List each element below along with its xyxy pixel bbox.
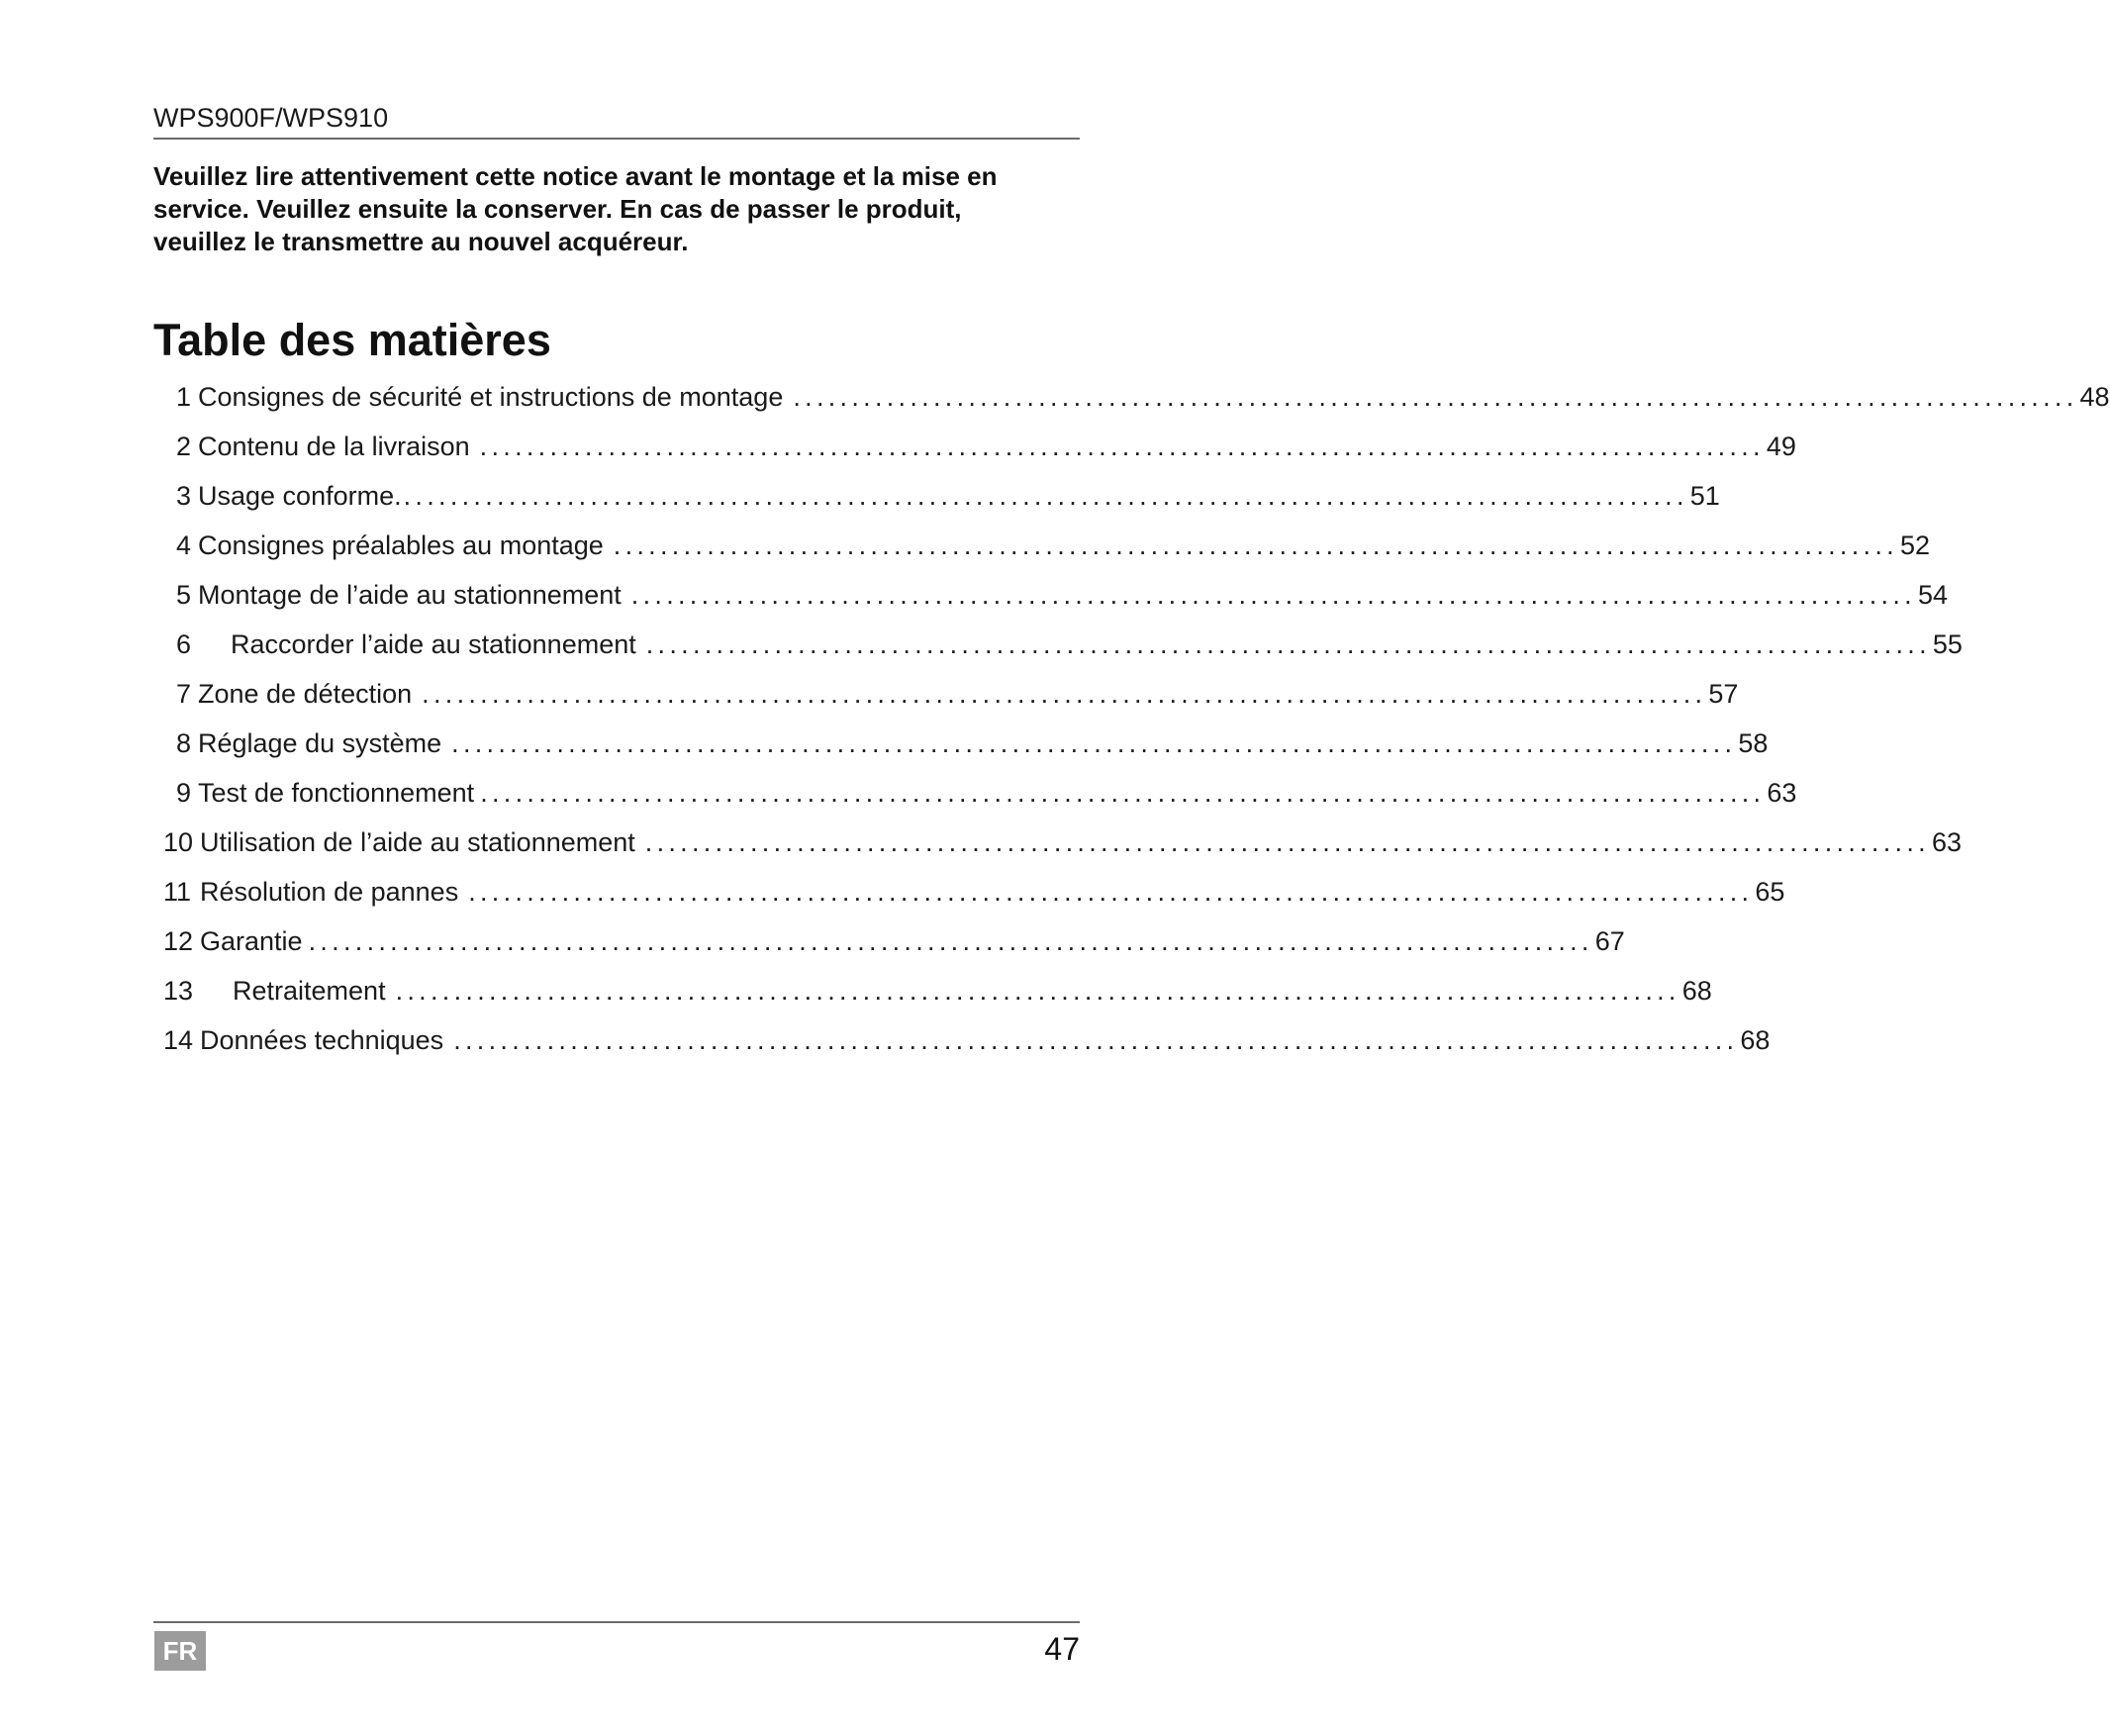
toc-leader-dots: .............................................................................................................. — [793, 382, 2078, 412]
toc-entry-page: 51 — [1689, 481, 1720, 511]
page-number: 47 — [1044, 1631, 1080, 1667]
toc-entry-page: 57 — [1708, 679, 1739, 709]
toc-entry-label: Raccorder l’aide au stationnement — [231, 629, 636, 659]
toc-entry-number: 11 — [163, 877, 192, 907]
toc-leader-dots: .............................................................................................................. — [403, 481, 1688, 511]
toc-entry[interactable] — [163, 923, 1625, 959]
toc-entry[interactable] — [176, 379, 2110, 415]
toc-leader-dots: .............................................................................................................. — [422, 679, 1707, 709]
toc-entry-label: Test de fonctionnement — [198, 778, 475, 808]
toc-entry-page: 63 — [1931, 827, 1962, 857]
toc-entry-label: Consignes préalables au montage — [198, 530, 604, 560]
toc-entry-number: 10 — [163, 827, 194, 857]
toc-entry-label: Données techniques — [200, 1025, 444, 1055]
toc-entry-number: 12 — [163, 926, 194, 956]
toc-entry[interactable] — [176, 429, 1796, 464]
toc-leader-dots: .............................................................................................................. — [644, 827, 1930, 857]
toc-leader-dots: .............................................................................................................. — [468, 877, 1754, 907]
toc-entry-number: 8 — [176, 728, 192, 758]
notice-line: Veuillez lire attentivement cette notice avant le montage et la mise en — [153, 161, 998, 191]
toc-entry-label: Consignes de sécurité et instructions de montage — [198, 382, 784, 412]
notice-line: service. Veuillez ensuite la conserver. En cas de passer le produit, — [153, 194, 962, 224]
toc-title: Table des matières — [153, 315, 551, 365]
toc-leader-dots: .............................................................................................................. — [645, 629, 1931, 659]
toc-leader-dots: .............................................................................................................. — [308, 926, 1593, 956]
language-badge: FR — [154, 1631, 206, 1671]
footer-divider — [153, 1621, 1080, 1623]
toc-entry-label: Réglage du système — [198, 728, 442, 758]
toc-entry-label: Résolution de pannes — [200, 877, 459, 907]
toc-entry-number: 4 — [176, 530, 192, 560]
toc-entry-number: 1 — [176, 382, 192, 412]
toc-entry-label: Montage de l’aide au stationnement — [198, 580, 622, 610]
toc-entry[interactable] — [176, 676, 1739, 712]
toc-entry-page: 48 — [2079, 382, 2110, 412]
toc-leader-dots: .............................................................................................................. — [480, 778, 1766, 808]
toc-entry-number: 6 — [176, 629, 192, 659]
toc-entry-label: Contenu de la livraison — [198, 432, 470, 461]
toc-entry-label: Garantie — [200, 926, 303, 956]
toc-entry-page: 68 — [1740, 1025, 1771, 1055]
toc-entry-page: 63 — [1767, 778, 1797, 808]
toc-leader-dots: .............................................................................................................. — [613, 530, 1898, 560]
toc-entry-page: 54 — [1917, 580, 1949, 610]
toc-entry[interactable] — [176, 725, 1769, 761]
toc-leader-dots: .............................................................................................................. — [630, 580, 1916, 610]
toc-entry-page: 58 — [1738, 728, 1769, 758]
toc-entry[interactable] — [163, 874, 1785, 910]
toc-entry[interactable] — [176, 775, 1797, 811]
toc-entry-page: 52 — [1899, 530, 1930, 560]
toc-entry[interactable] — [176, 478, 1720, 514]
toc-entry[interactable] — [176, 528, 1930, 563]
toc-entry[interactable] — [176, 627, 1963, 662]
toc-entry-number: 5 — [176, 580, 192, 610]
toc-entry-label: Utilisation de l’aide au stationnement — [200, 827, 635, 857]
toc-leader-dots: .............................................................................................................. — [453, 1025, 1739, 1055]
toc-entry-number: 2 — [176, 432, 192, 461]
toc-entry-label: Retraitement — [233, 976, 386, 1006]
toc-leader-dots: .............................................................................................................. — [451, 728, 1737, 758]
toc-entry-page: 49 — [1766, 432, 1796, 461]
toc-entry-number: 3 — [176, 481, 192, 511]
toc-entry-number: 9 — [176, 778, 192, 808]
toc-leader-dots: .............................................................................................................. — [395, 976, 1680, 1006]
toc-entry-page: 67 — [1594, 926, 1625, 956]
toc-entry[interactable] — [163, 1022, 1771, 1058]
toc-entry-page: 55 — [1932, 629, 1963, 659]
toc-entry-number: 13 — [163, 976, 194, 1006]
toc-entry-label: Zone de détection — [198, 679, 413, 709]
toc-entry[interactable] — [176, 577, 1949, 613]
toc-entry-number: 14 — [163, 1025, 194, 1055]
notice-line: veuillez le transmettre au nouvel acquéreur. — [153, 227, 689, 256]
toc-entry-label: Usage conforme. — [198, 481, 402, 511]
toc-entry-page: 68 — [1681, 976, 1712, 1006]
toc-entry[interactable] — [163, 824, 1962, 860]
toc-entry-page: 65 — [1755, 877, 1785, 907]
toc-entry-number: 7 — [176, 679, 192, 709]
toc-leader-dots: .............................................................................................................. — [479, 432, 1765, 461]
document-header-model: WPS900F/WPS910 — [153, 103, 389, 133]
toc-entry[interactable] — [163, 973, 1712, 1009]
